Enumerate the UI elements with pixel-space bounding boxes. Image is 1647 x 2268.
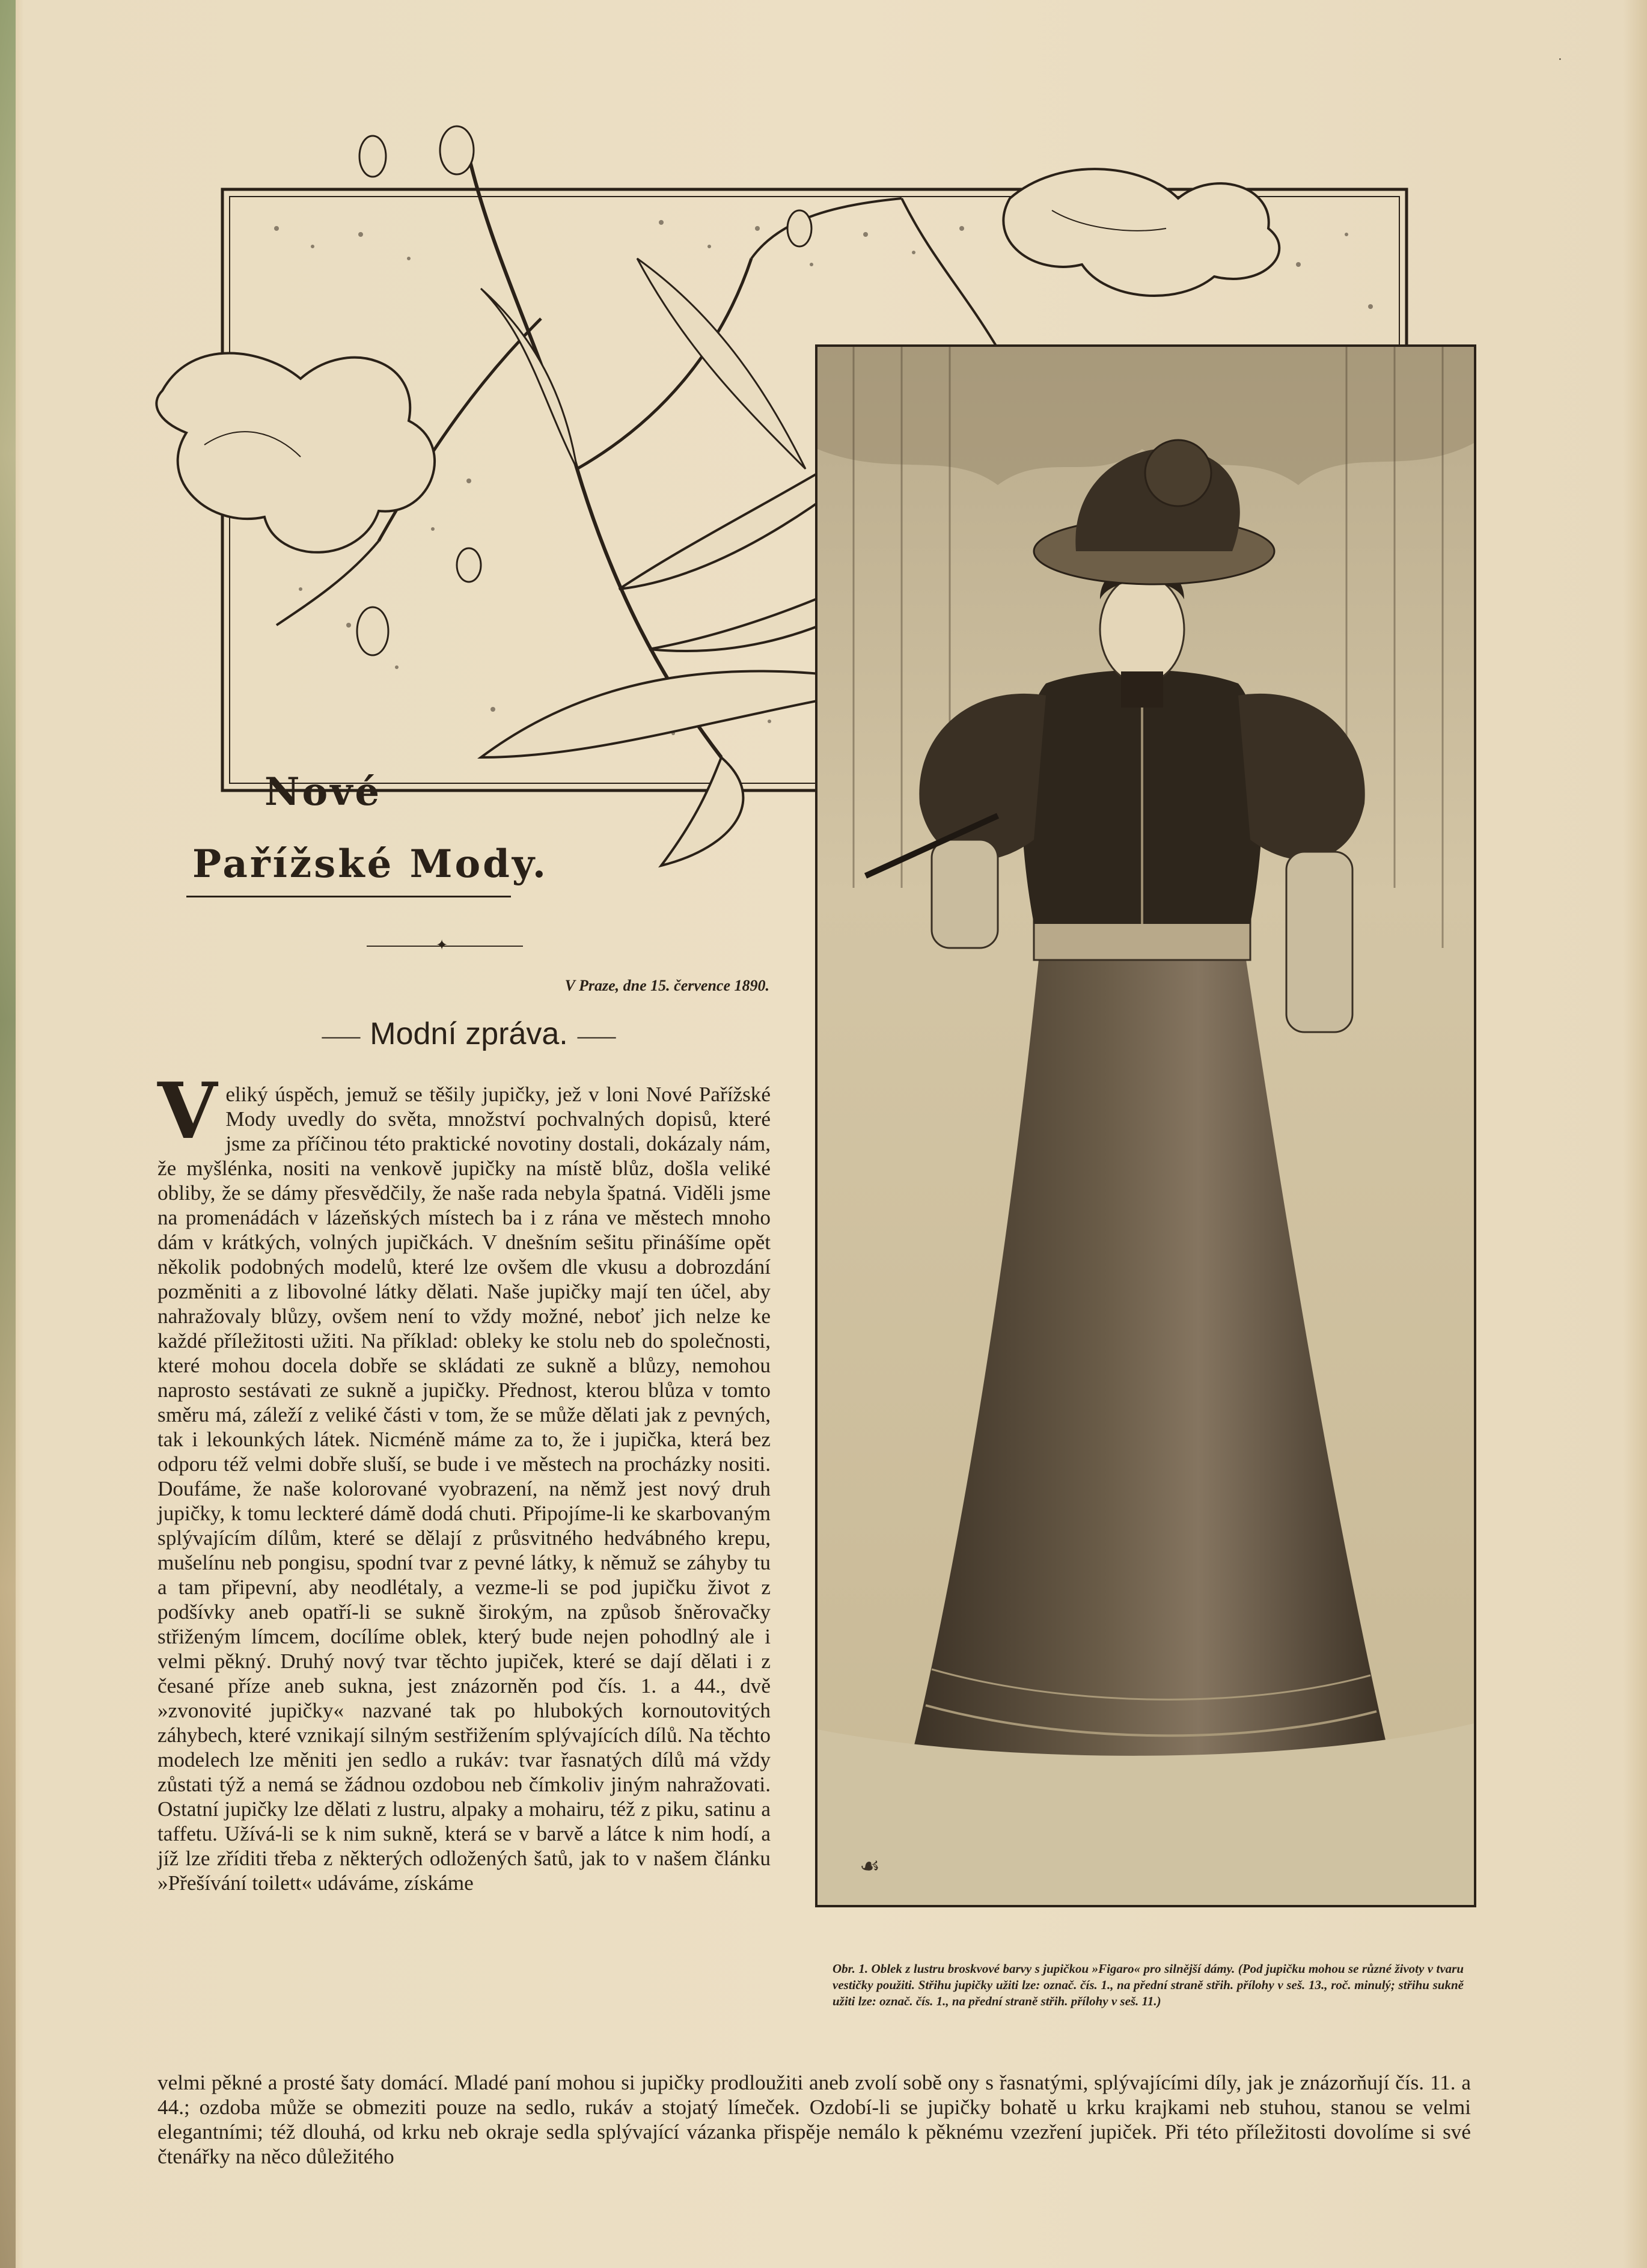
right-flourish-icon: ⸺ [576, 1023, 617, 1050]
fashion-illustration-icon [817, 347, 1474, 1905]
page-mark: · [1558, 53, 1562, 66]
article-continuation: velmi pěkné a prosté šaty domácí. Mladé paní mohou si jupičky prodloužiti aneb zvolí sobě ony s řasnatými, splývajícími díly, jak je znázorňují čís. 11. a 44.; ozdoba může se obmeziti pouze na sedlo, rukáv a stojatý límeček. Ozdobí-li se jupičky bohatě u krku krajkami neb stuhou, stanou se velmi elegantními; též dlouhá, od krku neb okraje sedla splývající vázanka přispěje nemálo k pěknému vzezření jupiček. Při této příležitosti dovolíme si své čtenářky na něco důležitého [157, 2071, 1471, 2168]
section-heading [270, 1016, 667, 1052]
title-underline [186, 896, 511, 897]
article-column [157, 1066, 771, 1895]
figure-caption: Obr. 1. Oblek z lustru broskvové barvy s jupičkou »Figaro« pro silnější dámy. (Pod jupičku mohou se různé životy v tvaru vestičky použiti. Střihu jupičky užiti lze: označ. čís. 1., na přední straně střih. přílohy v seš. 13., roč. minulý; střihu sukně užiti lze: označ. čís. 1., na přední straně střih. přílohy v seš. 11.) [833, 1961, 1464, 2008]
adjacent-page-edge [0, 0, 16, 2268]
title-line-2: Pařížské Mody. [192, 842, 549, 887]
section-heading-text: Modní zpráva. [370, 1016, 568, 1051]
title-line-1: Nové [264, 769, 382, 815]
fashion-illustration [815, 344, 1476, 1907]
left-flourish-icon: ⸺ [320, 1023, 362, 1050]
drop-cap: V [157, 1066, 218, 1157]
article-text: eliký úspěch, jemuž se těšily jupičky, jež v loni Nové Pařížské Mody uvedly do světa, množství pochvalných dopisů, které jsme za příčinou této praktické novotiny dostali, dokázaly nám, že myšlénka, nositi na venkově jupičky na místě blůz, došla veliké obliby, že se dámy přesvědčily, že naše rada nebyla špatná. Viděli jsme na promenádách v lázeňských místech ba i z rána ve městech mnoho dám v krátkých, volných jupičkách. V dnešním sešitu přinášíme opět několik podobných modelů, které lze ovšem dle vkusu a dobrozdání pozměniti a z libovolné látky dělati. Naše jupičky mají ten účel, aby nahražovaly blůzy, ovšem není to vždy možné, neboť jich nelze ke každé příležitosti užiti. Na příklad: obleky ke stolu neb do společnosti, které mohou docela dobře se skládati ze sukně a blůzy, nemohou naprosto sestávati ze sukně a jupičky. Přednost, kterou blůza v tomto směru má, záleží z veliké části v tom, že se může dělati jak z pevných, tak i lekounkých látek. Nicméně máme za to, že i jupička, která bez odporu též velmi dobře sluší, se bude i ve městech na procházky nositi. Doufáme, že naše kolorované vyobrazení, na němž jest nový druh jupičky, k tomu leckteré dámě dodá chuti. Připojíme-li ke skarbovaným splývajícím dílům, které se dělají z průsvitného hedvábného krepu, mušelínu neb pongisu, spodní tvar z pevné látky, k němuž se záhyby tu a tam připevní, aby neodlétaly, a vezme-li se pod jupičku život z podšívky aneb opatří-li se sukně širokým, na způsob šněrovačky střiženým límcem, docílíme oblek, který bude nejen pohodlný ale i velmi pěkný. Druhý nový tvar těchto jupiček, které se dají dělati i z česané příze aneb sukna, jest znázorněn pod čís. 1. a 44., dvě »zvonovité jupičky« nazvané tak po hlubokých kornoutovitých záhybech, které vznikají silným sestřižením splývajících dílů. Na těchto modelech lze měniti jen sedlo a rukáv: tvar řasnatých dílů má vždy zůstati týž a nemá se žádnou ozdobou neb čímkoliv jiným nahražovati. Ostatní jupičky lze dělati z lustru, alpaky a mohairu, též z piku, satinu a taffetu. Užívá-li se k nim sukně, která se v barvě a látce k nim hodí, a jíž lze zříditi třeba z některých odložených šatů, jak to v našem článku »Přešívání toilett« udáváme, získáme [157, 1083, 771, 1895]
divider-ornament-icon: ✦ [436, 938, 448, 953]
dateline: V Praze, dne 15. července 1890. [564, 977, 769, 994]
artist-monogram: ☙ [860, 1853, 881, 1879]
